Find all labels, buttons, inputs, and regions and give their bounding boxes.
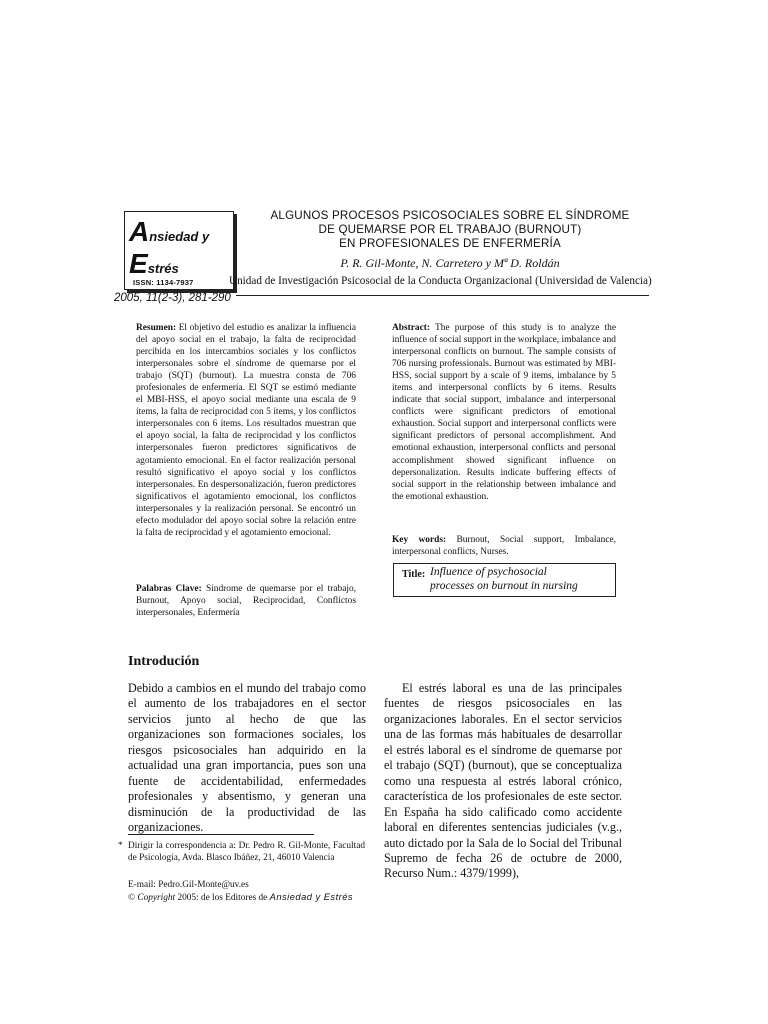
- english-title-label: Title:: [402, 569, 426, 580]
- citation: 2005, 11(2-3), 281-290: [114, 292, 231, 304]
- issn: ISSN: 1134-7937: [133, 278, 194, 287]
- abstract-label: Abstract:: [392, 323, 431, 333]
- english-title-line-2: processes on burnout in nursing: [430, 580, 578, 592]
- resumen-text: El objetivo del estudio es analizar la influencia del apoyo social en el trabajo, la falta de reciprocidad percibida en los intercambios sociales y los conflictos interpersonales sobre el síndrome de quemarse por el trabajo (SQT) (burnout). La muestra consta de 706 profesionales de enfermería. El SQT se estimó mediante el MBI-HSS, el apoyo social mediante una escala de 9 ítems, la falta de reciprocidad con 5 ítems, y los conflictos interpersonales con 6 ítems. Los resultados muestran que el apoyo social, la falta de reciprocidad y los conflictos interpersonales fueron predictores significativos de agotamiento emocional. En el factor realización personal resultó significativo el apoyo social y los conflictos interpersonales. En despersonalización, fueron predictores significativos el agotamiento emocional, los conflictos interpersonales y la realización personal. Se encontró un efecto modulador del apoyo social sobre la relación entre la falta de reciprocidad y el agotamiento emocional.: [136, 323, 357, 538]
- english-title-line-1: Influence of psychosocial: [430, 566, 547, 578]
- title-line-1: ALGUNOS PROCESOS PSICOSOCIALES SOBRE EL SÍNDROME: [270, 209, 630, 222]
- footnote-rule: [128, 834, 314, 835]
- english-title-box: [393, 563, 616, 597]
- key-words: [392, 534, 616, 558]
- copyright-word: Copyright: [137, 893, 176, 903]
- resumen: [136, 322, 356, 539]
- journal-name: Ansiedad y Estrés: [269, 892, 354, 902]
- footnote-email: E-mail: Pedro.Gil-Monte@uv.es: [128, 880, 249, 890]
- copyright-symbol: ©: [128, 893, 136, 903]
- intro-right-column: El estrés laboral es una de las principales fuentes de riesgos psicosociales en las organizaciones laborales. En el sector servicios una de las formas más habituales de desarrollar el estrés laboral es el síndrome de quemarse por el trabajo (SQT) (burnout), que se conceptualiza como una respuesta al estrés laboral crónico, característica de los profesionales de este sector. En España ha sido calificado como accidente laboral en diferentes sentencias judiciales (v.g., auto dictado por la Sala de lo Social del Tribunal Supremo de fecha 26 de octubre de 2000, Recurso Num.: 4379/1999),: [384, 681, 622, 881]
- authors: P. R. Gil-Monte, N. Carretero y Mª D. Roldán: [340, 256, 560, 270]
- title-line-2: DE QUEMARSE POR EL TRABAJO (BURNOUT): [318, 223, 582, 236]
- key-words-label: Key words:: [392, 535, 447, 545]
- footnote-correspondence: Dirigir la correspondencia a: Dr. Pedro R. Gil-Monte, Facultad de Psicología, Avda. Blasco Ibáñez, 21, 46010 Valencia: [128, 841, 365, 863]
- logo-line-ansiedad: Ansiedad y: [129, 216, 210, 247]
- header-rule: [236, 295, 649, 296]
- logo-line-estres: Estrés: [129, 248, 179, 279]
- intro-left-column: Debido a cambios en el mundo del trabajo como el aumento de los trabajadores en el sector servicios junto al hecho de que las organizaciones son formaciones sociales, los riesgos psicosociales han adquirido en la actualidad una gran importancia, pues son una fuente de accidentabilidad, enfermedades profesionales y absentismo, y generan una disminución de la productividad de las organizaciones.: [128, 681, 366, 835]
- journal-logo: [124, 211, 234, 290]
- abstract: [392, 322, 616, 503]
- abstract-text: The purpose of this study is to analyze the influence of social support in the workplace, imbalance and interpersonal conflicts on burnout. The sample consists of 706 nursing professionals. Burnout was estimated by MBI-HSS, social support by a scale of 9 items, imbalance by 5 items and interpersonal conflicts by 6 items. Results indicate that social support, imbalance and interpersonal conflicts were significant predictors of emotional exhaustion. Social support and interpersonal conflicts were significant predictors of personal accomplishment. And emotional exhaustion, interpersonal conflicts and personal accomplishment showed significant influence on depersonalization. Results indicate buffering effects of social support in the relationship between imbalance and the emotional exhaustion.: [392, 323, 616, 502]
- copyright-text: 2005: de los Editores de: [177, 893, 268, 903]
- resumen-label: Resumen:: [136, 323, 177, 333]
- paper-title: [240, 209, 660, 251]
- affiliation: Unidad de Investigación Psicosocial de la Conducta Organizacional (Universidad de Valencia): [229, 275, 652, 287]
- palabras-clave: [136, 583, 356, 619]
- section-heading-introduction: Introdución: [128, 654, 200, 669]
- key-words-text: Burnout, Social support, Imbalance, interpersonal conflicts, Nurses.: [392, 535, 617, 558]
- footnote-marker: *: [118, 841, 123, 851]
- palabras-clave-text: Síndrome de quemarse por el trabajo, Burnout, Apoyo social, Reciprocidad, Conflictos interpersonales, Enfermería: [136, 584, 357, 619]
- footnote-copyright: [128, 892, 353, 905]
- title-line-3: EN PROFESIONALES DE ENFERMERÍA: [339, 237, 561, 250]
- palabras-clave-label: Palabras Clave:: [136, 584, 202, 594]
